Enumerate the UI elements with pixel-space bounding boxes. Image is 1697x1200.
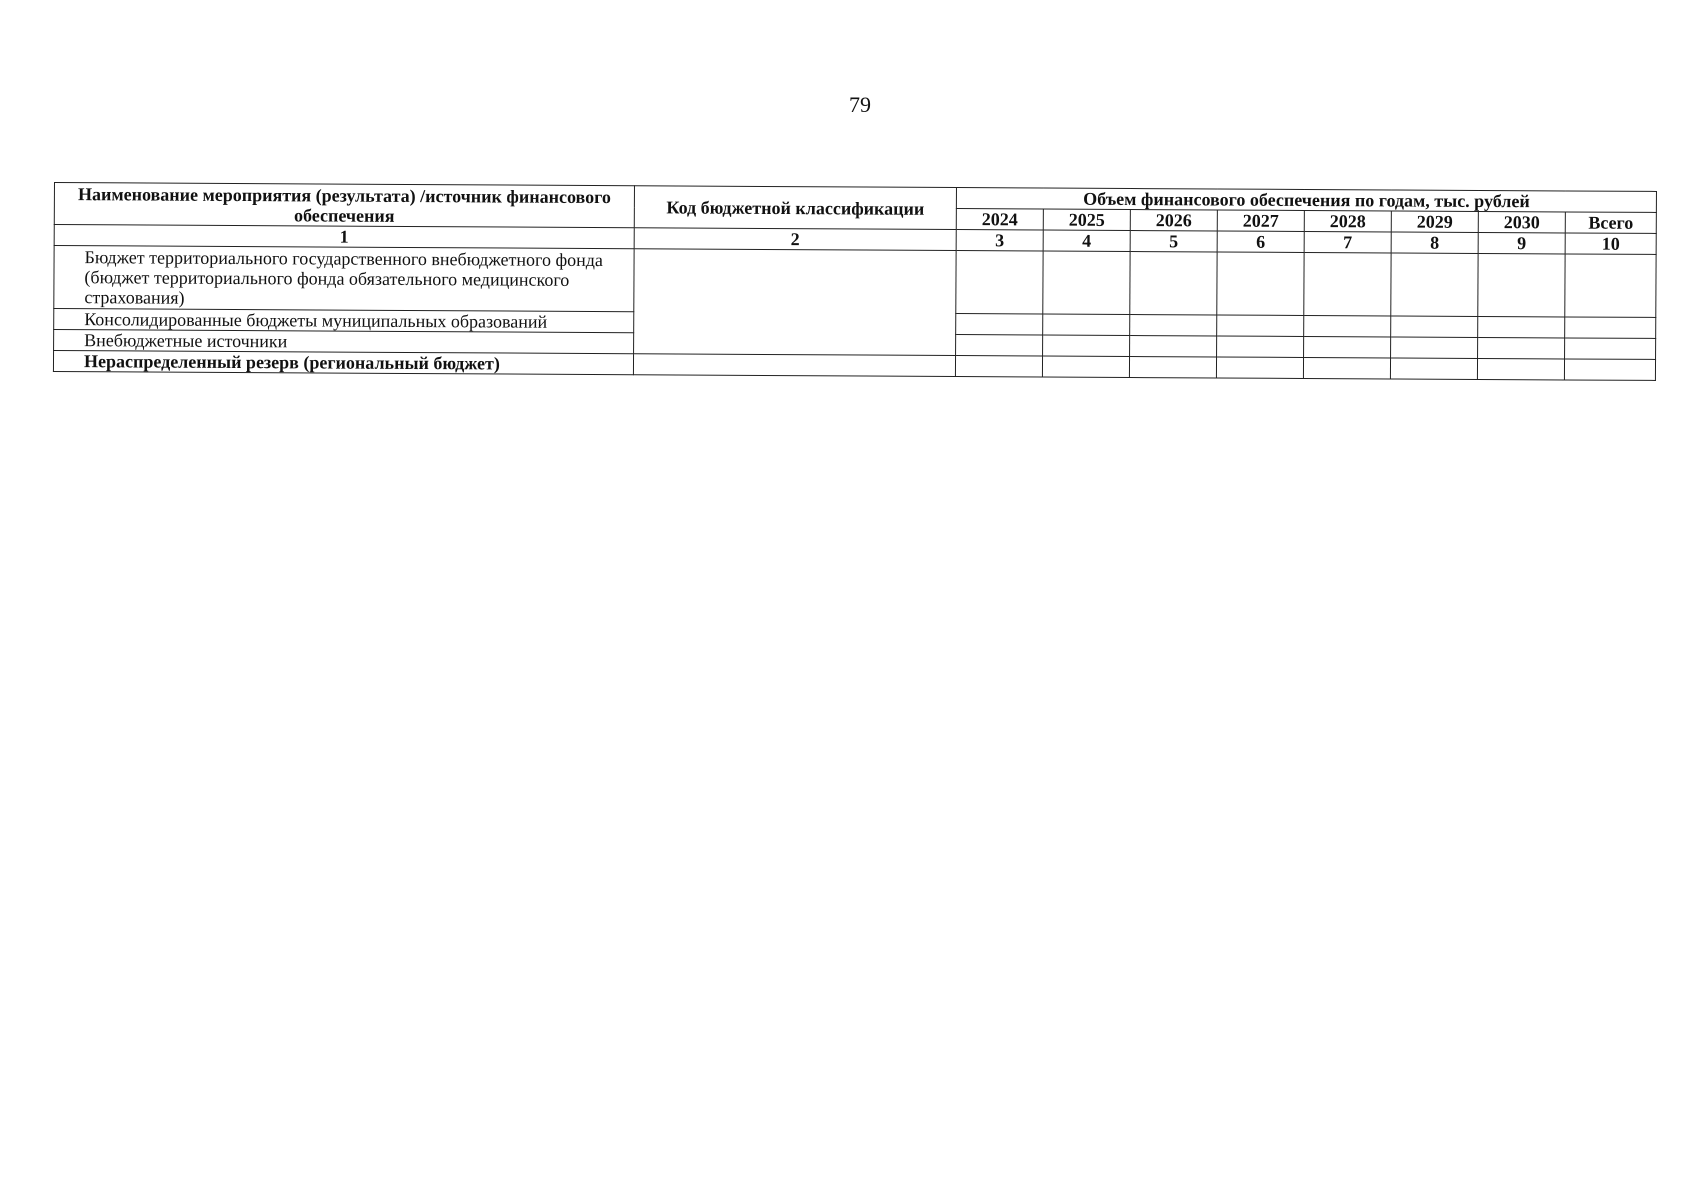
value-cell [956,314,1043,335]
budget-code-cell [633,354,955,377]
value-cell [1478,253,1565,316]
value-cell [1043,335,1130,356]
total-cell [1565,317,1656,339]
total-cell [1565,338,1656,360]
value-cell [1217,252,1304,315]
row-name: Бюджет территориального государственного внебюджетного фонда (бюджет территориального фонда обязательного медицинского страхования) [54,246,634,312]
header-volume-column: Объем финансового обеспечения по годам, тыс. рублей [956,188,1656,213]
column-number: 1 [54,225,634,249]
value-cell [1217,336,1304,357]
column-number: 3 [956,230,1043,251]
value-cell [1303,357,1390,378]
column-number: 2 [634,228,956,251]
budget-code-cell [634,249,957,356]
value-cell [1391,316,1478,337]
header-year-2027: 2027 [1217,210,1304,231]
row-name: Нераспределенный резерв (региональный бюджет) [53,351,633,375]
value-cell [1043,314,1130,335]
value-cell [1130,336,1217,357]
header-total: Всего [1565,212,1656,234]
column-number: 5 [1130,231,1217,252]
value-cell [1304,315,1391,336]
value-cell [1043,251,1130,314]
value-cell [1304,336,1391,357]
funding-table [53,182,1657,381]
header-year-2024: 2024 [956,209,1043,230]
column-number: 7 [1304,231,1391,252]
value-cell [1391,337,1478,358]
value-cell [1130,252,1217,315]
value-cell [1390,358,1477,379]
value-cell [1477,358,1564,379]
column-number: 6 [1217,231,1304,252]
row-name: Консолидированные бюджеты муниципальных образований [54,309,634,333]
header-year-2029: 2029 [1391,211,1478,232]
table-row [54,246,1656,318]
column-number: 4 [1043,230,1130,251]
value-cell [1478,316,1565,337]
header-year-2028: 2028 [1304,210,1391,231]
header-year-2026: 2026 [1130,210,1217,231]
total-cell [1565,254,1656,318]
total-cell [1564,359,1655,381]
column-number: 8 [1391,232,1478,253]
row-name: Внебюджетные источники [54,330,634,354]
header-name-column: Наименование мероприятия (результата) /источник финансового обеспечения [54,183,634,228]
funding-table-wrapper [53,182,1636,381]
value-cell [955,356,1042,377]
value-cell [1391,253,1478,316]
header-year-2030: 2030 [1478,211,1565,232]
value-cell [1130,315,1217,336]
header-code-column: Код бюджетной классификации [634,186,956,230]
value-cell [1129,357,1216,378]
column-number: 10 [1565,233,1656,255]
value-cell [1216,357,1303,378]
value-cell [1217,315,1304,336]
value-cell [956,251,1043,314]
page-number: 79 [849,92,871,117]
value-cell [1042,356,1129,377]
value-cell [1478,337,1565,358]
value-cell [956,335,1043,356]
value-cell [1304,252,1391,315]
column-number: 9 [1478,232,1565,253]
header-year-2025: 2025 [1043,209,1130,230]
